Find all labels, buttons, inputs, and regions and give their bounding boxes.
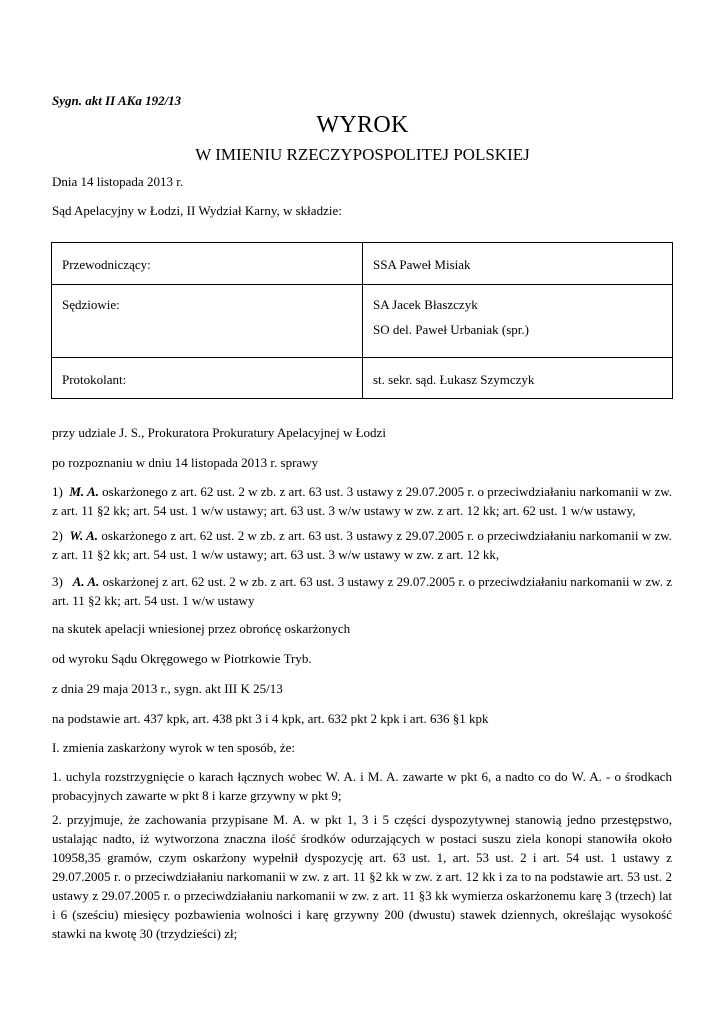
table-row <box>52 285 673 358</box>
clerk-value-cell <box>363 358 673 399</box>
legal-basis-line: na podstawie art. 437 kpk, art. 438 pkt 3 i 4 kpk, art. 632 pkt 2 kpk i art. 636 §1 kpk <box>52 711 489 726</box>
defendant-3-name: A. A. <box>72 574 100 589</box>
point-I: I. zmienia zaskarżony wyrok w ten sposób, że: <box>52 740 295 755</box>
judges-value-cell <box>363 285 673 358</box>
defendant-2-text: oskarżonego z art. 62 ust. 2 w zb. z art. 63 ust. 3 ustawy z 29.07.2005 r. o przeciwdziałaniu narkomanii w zw. z art. 11 §2 kk; art. 54 ust. 1 w/w ustawy; art. 63 ust. 3 w/w ustawy w zw. z art. 12 kk, <box>52 528 673 562</box>
table-row <box>52 358 673 399</box>
table-row <box>52 243 673 285</box>
chair-label: Przewodniczący: <box>62 257 151 272</box>
judge-1: SA Jacek Błaszczyk <box>373 297 478 312</box>
point-2: 2. przyjmuje, że zachowania przypisane M. A. w pkt 1, 3 i 5 części dyspozytywnej stanowią jedno przestępstwo, ustalając nadto, iż wytworzona znaczna ilość środków odurzających w postaci suszu ziela konopi stanowiła około 10958,35 gramów, czym oskarżony wypełnił dyspozycję art. 63 ust. 1, art. 53 ust. 2 i art. 54 ust. 1 ustawy z 29.07.2005 r. o przeciwdziałaniu narkomanii w zw. z art. 11 §2 kk w zw. z art. 12 kk i za to na podstawie art. 53 ust. 2 ustawy z 29.07.2005 r. o przeciwdziałaniu narkomanii w zw. z art. 11 §3 kk wymierza oskarżonemu karę 3 (trzech) lat i 6 (sześciu) miesięcy pozbawienia wolności i karę grzywny 200 (dwustu) stawek dziennych, określając wysokość stawki na kwotę 30 (trzydzieści) zł; <box>52 812 672 941</box>
prosecutor-line: przy udziale J. S., Prokuratora Prokuratury Apelacyjnej w Łodzi <box>52 425 386 440</box>
defendant-2 <box>52 526 672 564</box>
clerk-label: Protokolant: <box>62 372 127 387</box>
chair-value-cell <box>363 243 673 285</box>
from-judgment-line: od wyroku Sądu Okręgowego w Piotrkowie Tryb. <box>52 651 312 666</box>
clerk-value: st. sekr. sąd. Łukasz Szymczyk <box>373 372 535 387</box>
judgment-date: Dnia 14 listopada 2013 r. <box>52 174 184 189</box>
defendant-1-num: 1) <box>52 484 63 499</box>
defendant-2-num: 2) <box>52 528 63 543</box>
document-title: WYROK <box>316 112 409 138</box>
defendant-3-num: 3) <box>52 574 63 589</box>
appeal-line: na skutek apelacji wniesionej przez obrońcę oskarżonych <box>52 621 351 636</box>
court-composition: Sąd Apelacyjny w Łodzi, II Wydział Karny, w składzie: <box>52 203 342 218</box>
chair-label-cell <box>52 243 363 285</box>
defendant-1 <box>52 482 672 520</box>
case-signature: Sygn. akt II AKa 192/13 <box>52 93 182 108</box>
defendant-3 <box>52 572 672 610</box>
chair-value: SSA Paweł Misiak <box>373 257 471 272</box>
defendant-1-name: M. A. <box>69 484 99 499</box>
point-1: 1. uchyla rozstrzygnięcie o karach łącznych wobec W. A. i M. A. zawarte w pkt 6, a nadto co do W. A. - o środkach probacyjnych zawarte w pkt 8 i karze grzywny w pkt 9; <box>52 769 672 803</box>
defendant-2-name: W. A. <box>69 528 99 543</box>
judge-2: SO del. Paweł Urbaniak (spr.) <box>373 322 529 337</box>
clerk-label-cell <box>52 358 363 399</box>
document-subtitle: W IMIENIU RZECZYPOSPOLITEJ POLSKIEJ <box>195 145 530 164</box>
judgment-date-line: z dnia 29 maja 2013 r., sygn. akt III K 25/13 <box>52 681 283 696</box>
court-panel-table <box>51 242 673 399</box>
defendant-1-text: oskarżonego z art. 62 ust. 2 w zb. z art. 63 ust. 3 ustawy z 29.07.2005 r. o przeciwdziałaniu narkomanii w zw. z art. 11 §2 kk; art. 54 ust. 1 w/w ustawy; art. 63 ust. 3 w/w ustawy w zw. z art. 12 kk; art. 62 ust. 1 w/w ustawy, <box>52 484 673 518</box>
hearing-line: po rozpoznaniu w dniu 14 listopada 2013 r. sprawy <box>52 455 319 470</box>
judges-label: Sędziowie: <box>62 297 120 312</box>
judges-label-cell <box>52 285 363 358</box>
defendant-3-text: oskarżonej z art. 62 ust. 2 w zb. z art. 63 ust. 3 ustawy z 29.07.2005 r. o przeciwdziałaniu narkomanii w zw. z art. 11 §2 kk; art. 54 ust. 1 w/w ustawy <box>52 574 673 608</box>
